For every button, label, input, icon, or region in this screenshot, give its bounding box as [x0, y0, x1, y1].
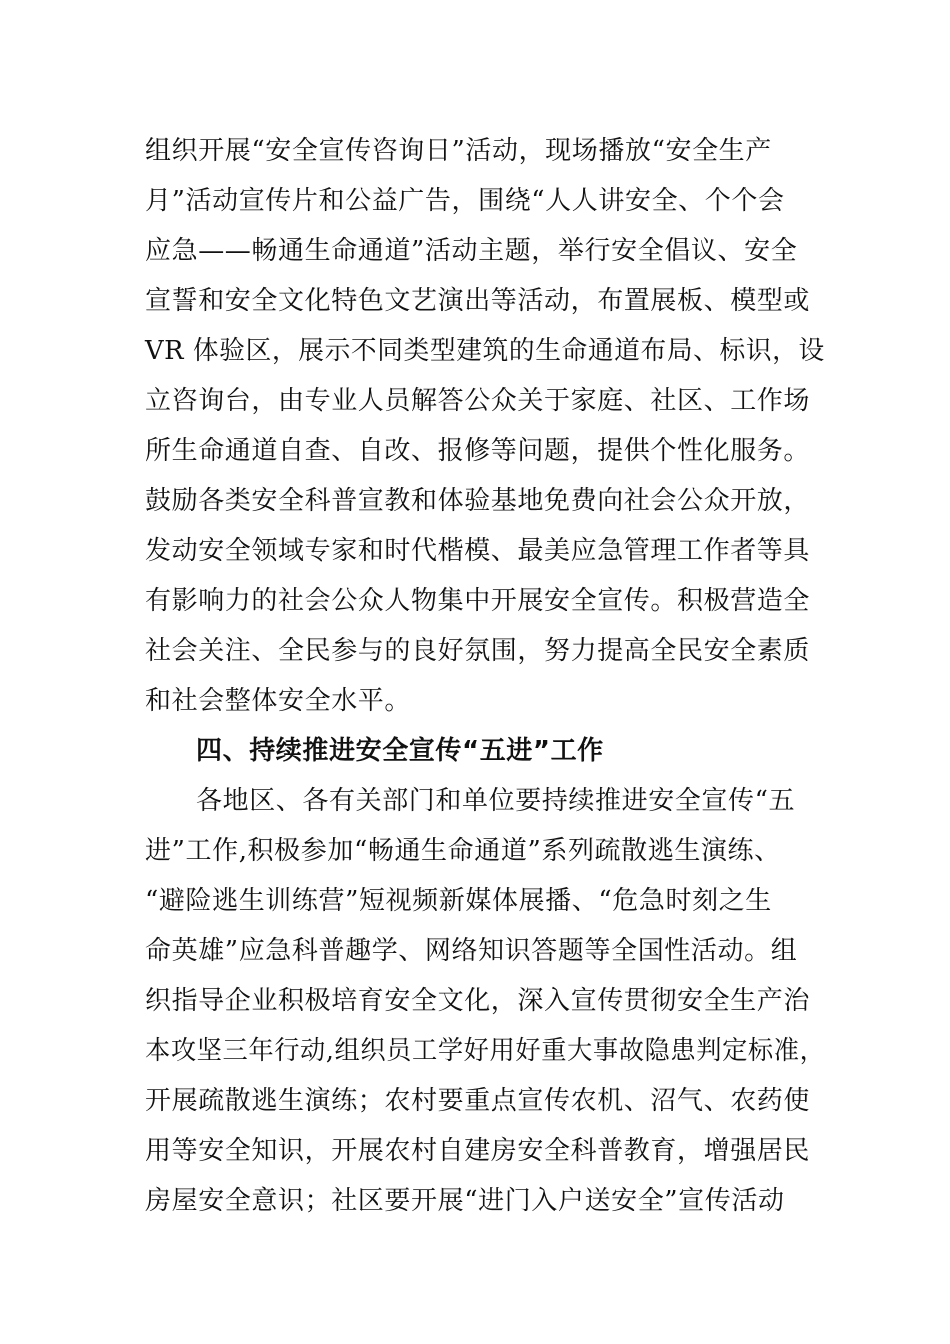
body-text-line: 有影响力的社会公众人物集中开展安全宣传。积极营造全	[145, 586, 811, 616]
body-text-line: 应急——畅通生命通道”活动主题，举行安全倡议、安全	[145, 236, 798, 266]
body-text-line: 开展疏散逃生演练；农村要重点宣传农机、沼气、农药使	[145, 1086, 811, 1116]
body-text-line: 命英雄”应急科普趣学、网络知识答题等全国性活动。组	[145, 936, 798, 966]
body-text-line: 用等安全知识，开展农村自建房安全科普教育，增强居民	[145, 1136, 811, 1166]
body-text-line: 织指导企业积极培育安全文化，深入宣传贯彻安全生产治	[145, 986, 811, 1016]
body-text-line: 月”活动宣传片和公益广告，围绕“人人讲安全、个个会	[145, 186, 785, 216]
body-text-line: 进”工作,积极参加“畅通生命通道”系列疏散逃生演练、	[145, 836, 781, 866]
body-text-line: 和社会整体安全水平。	[145, 686, 412, 716]
section-heading: 四、持续推进安全宣传“五进”工作	[196, 736, 604, 766]
body-text-line: VR 体验区，展示不同类型建筑的生命通道布局、标识，设	[145, 336, 825, 366]
body-text-line: 宣誓和安全文化特色文艺演出等活动，布置展板、模型或	[145, 286, 811, 316]
body-text-line: 所生命通道自查、自改、报修等问题，提供个性化服务。	[145, 436, 811, 466]
body-text-line: 本攻坚三年行动,组织员工学好用好重大事故隐患判定标准，	[145, 1036, 826, 1066]
body-text-line: “避险逃生训练营”短视频新媒体展播、“危急时刻之生	[145, 886, 772, 916]
body-text-line: 鼓励各类安全科普宣教和体验基地免费向社会公众开放，	[145, 486, 811, 516]
body-text-line: 各地区、各有关部门和单位要持续推进安全宣传“五	[196, 786, 796, 816]
body-text-line: 社会关注、全民参与的良好氛围，努力提高全民安全素质	[145, 636, 811, 666]
body-text-line: 立咨询台，由专业人员解答公众关于家庭、社区、工作场	[145, 386, 811, 416]
body-text-line: 房屋安全意识；社区要开展“进门入户送安全”宣传活动	[145, 1186, 785, 1216]
body-text-line: 发动安全领域专家和时代楷模、最美应急管理工作者等具	[145, 536, 811, 566]
body-text-line: 组织开展“安全宣传咨询日”活动，现场播放“安全生产	[145, 136, 772, 166]
